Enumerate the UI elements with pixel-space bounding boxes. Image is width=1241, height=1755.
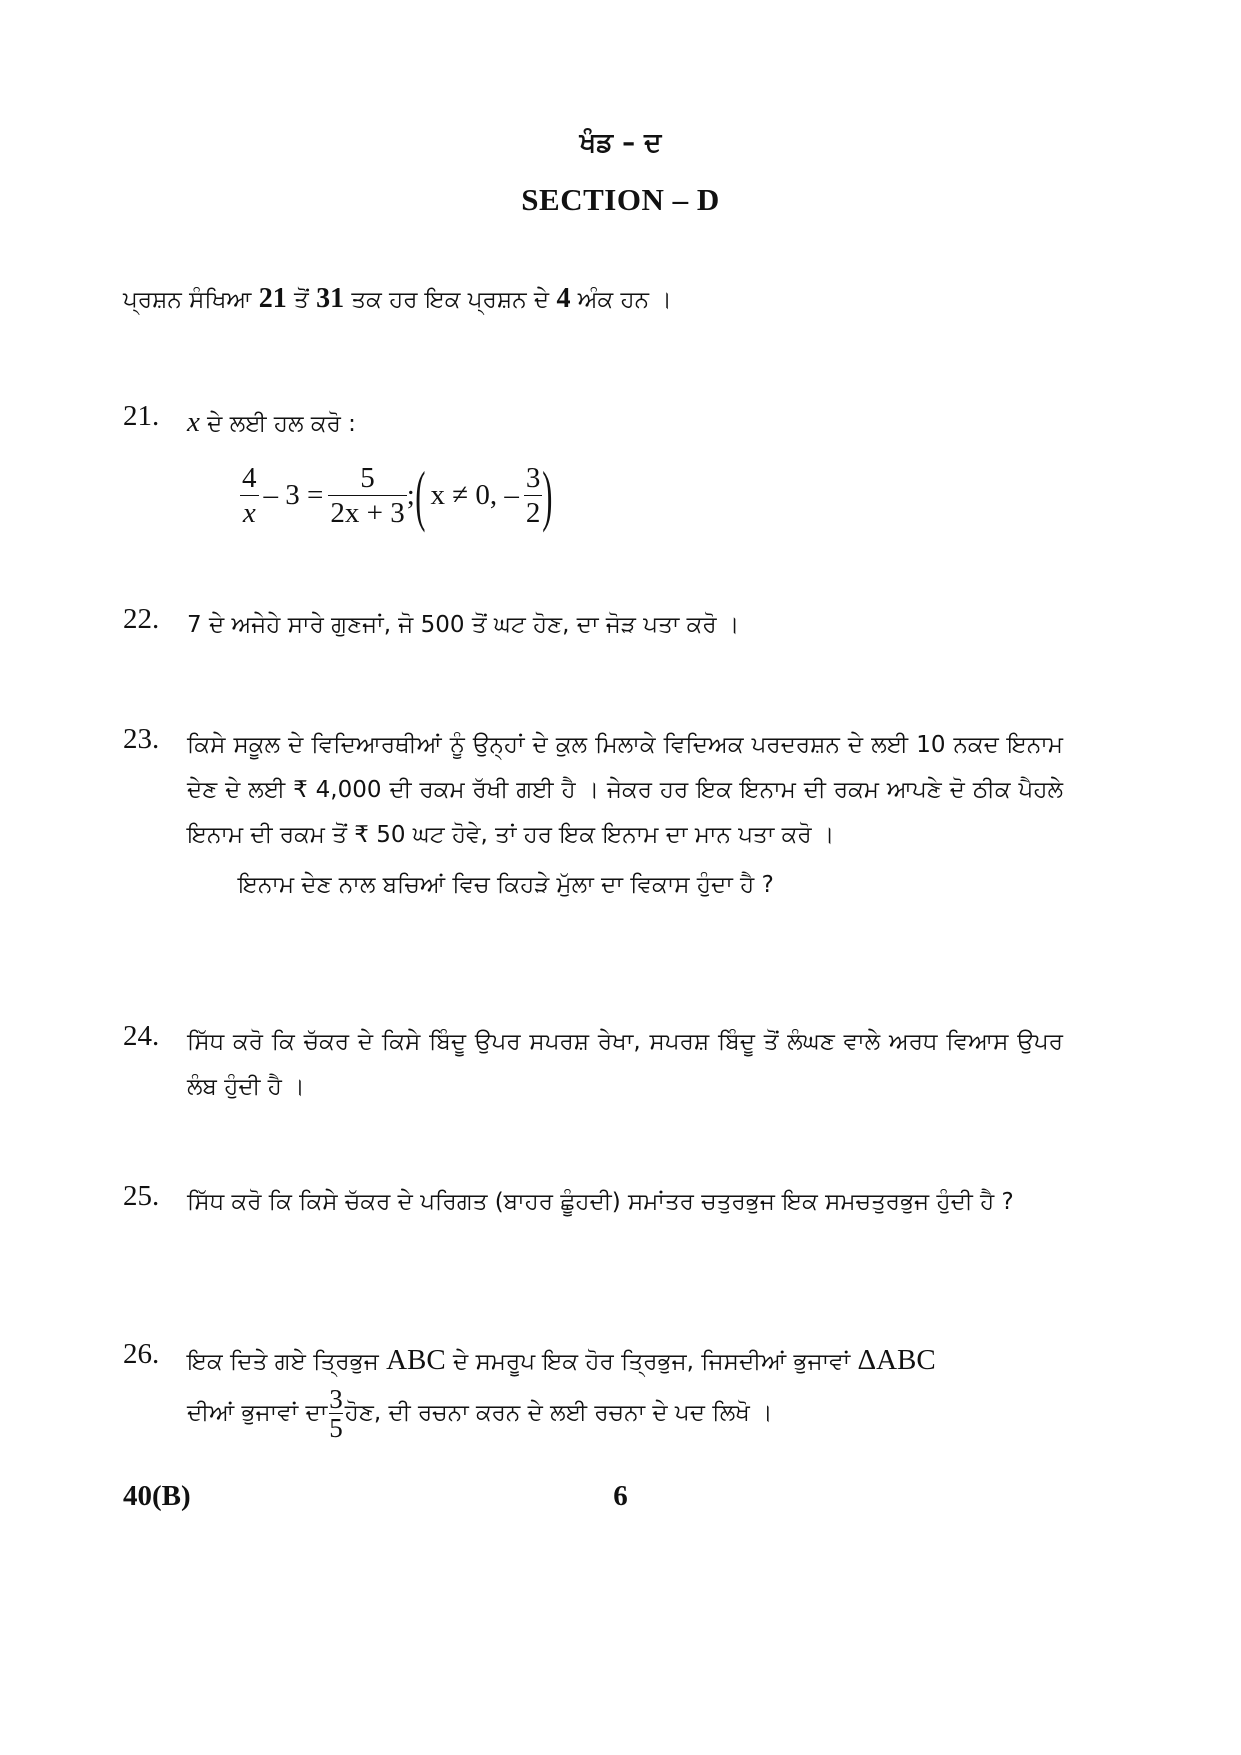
question-text: ਸਿੱਧ ਕਰੋ ਕਿ ਚੱਕਰ ਦੇ ਕਿਸੇ ਬਿੰਦੂ ਉਪਰ ਸਪਰਸ਼ ਰੇਖਾ, ਸਪਰਸ਼ ਬਿੰਦੂ ਤੋਂ ਲੰਘਣ ਵਾਲੇ ਅਰਧ ਵਿਆਸ ਉਪਰ ਲੰਬ ਹੁੰਦੀ ਹੈ । <box>187 1029 1063 1100</box>
right-paren: ) <box>542 457 553 533</box>
section-title-english: SECTION – D <box>521 182 720 217</box>
fraction <box>524 461 543 530</box>
numerator: 4 <box>242 461 257 494</box>
question-24 <box>123 1020 1063 1110</box>
instruction-number: 21 <box>258 283 287 314</box>
numerator: 3 <box>329 1384 343 1414</box>
section-title-punjabi: ਖੰਡ – ਦ <box>579 128 662 158</box>
page-number: 6 <box>613 1480 628 1512</box>
question-text-part: ਦੇ ਲਈ ਹਲ ਕਰੋ : <box>199 411 356 437</box>
paper-code: 40(B) <box>123 1480 191 1512</box>
question-text: ਸਿੱਧ ਕਰੋ ਕਿ ਕਿਸੇ ਚੱਕਰ ਦੇ ਪਰਿਗਤ (ਬਾਹਰ ਛੂੰਹਦੀ) ਸਮਾਂਤਰ ਚਤੁਰਭੁਜ ਇਕ ਸਮਚਤੁਰਭੁਜ ਹੁੰਦੀ ਹੈ ? <box>187 1189 1014 1215</box>
question-number: 26. <box>123 1338 160 1370</box>
triangle-label: ΔABC <box>857 1344 936 1376</box>
section-instruction <box>123 283 1123 315</box>
question-number: 23. <box>123 723 160 755</box>
question-text-part: ਹੋਣ, ਦੀ ਰਚਨਾ ਕਰਨ ਦੇ ਲਈ ਰਚਨਾ ਦੇ ਪਦ ਲਿਖੋ । <box>344 1400 773 1426</box>
question-text <box>187 400 1063 447</box>
equation-term: – 3 = <box>263 478 324 511</box>
question-text: ਕਿਸੇ ਸਕੂਲ ਦੇ ਵਿਦਿਆਰਥੀਆਂ ਨੂੰ ਉਨ੍ਹਾਂ ਦੇ ਕੁਲ ਮਿਲਾਕੇ ਵਿਦਿਅਕ ਪਰਦਰਸ਼ਨ ਦੇ ਲਈ 10 ਨਕਦ ਇਨਾਮ ਦੇਣ ਦੇ ਲਈ ₹ 4,000 ਦੀ ਰਕਮ ਰੱਖੀ ਗਈ ਹੈ । ਜੇਕਰ ਹਰ ਇਕ ਇਨਾਮ ਦੀ ਰਕਮ ਆਪਣੇ ਦੋ ਠੀਕ ਪੈਹਲੇ ਇਨਾਮ ਦੀ ਰਕਮ ਤੋਂ ₹ 50 ਘਟ ਹੋਵੇ, ਤਾਂ ਹਰ ਇਕ ਇਨਾਮ ਦਾ ਮਾਨ ਪਤਾ ਕਰੋ । <box>187 732 1063 848</box>
question-26 <box>123 1338 1063 1442</box>
denominator: 5 <box>329 1413 343 1443</box>
question-number: 21. <box>123 400 160 432</box>
question-text-part: ਇਕ ਦਿਤੇ ਗਏ ਤ੍ਰਿਭੁਜ <box>187 1349 387 1375</box>
denominator: x <box>240 495 259 530</box>
instruction-number: 31 <box>316 283 345 314</box>
instruction-number: 4 <box>556 283 571 314</box>
fraction <box>328 461 406 530</box>
equation-term: ; <box>406 478 415 511</box>
triangle-label: ABC <box>386 1344 446 1376</box>
variable: x <box>187 406 200 438</box>
denominator: 2 <box>525 496 541 529</box>
question-number: 22. <box>123 603 160 635</box>
question-subpart: ਇਨਾਮ ਦੇਣ ਨਾਲ ਬਚਿਆਂ ਵਿਚ ਕਿਹੜੇ ਮੁੱਲਾ ਦਾ ਵਿਕਾਸ ਹੁੰਦਾ ਹੈ ? <box>238 872 774 898</box>
question-number: 25. <box>123 1180 160 1212</box>
question-text-part: ਦੀਆਂ ਭੁਜਾਵਾਂ ਦਾ <box>187 1400 328 1426</box>
instruction-text: ਤਕ ਹਰ ਇਕ ਪ੍ਰਸ਼ਨ ਦੇ <box>344 287 557 313</box>
equation-condition: x ≠ 0, – <box>430 478 519 511</box>
equation-21 <box>240 455 553 535</box>
numerator: 3 <box>525 461 541 494</box>
fraction <box>329 1385 343 1442</box>
question-23 <box>123 723 1063 898</box>
denominator: 2x + 3 <box>330 496 405 529</box>
instruction-text: ਪ੍ਰਸ਼ਨ ਸੰਖਿਆ <box>123 287 259 313</box>
question-25 <box>123 1180 1063 1225</box>
question-22 <box>123 603 1063 648</box>
question-text-part: ਦੇ ਸਮਰੂਪ ਇਕ ਹੋਰ ਤ੍ਰਿਭੁਜ, ਜਿਸਦੀਆਂ ਭੁਜਾਵਾਂ <box>445 1349 858 1375</box>
question-number: 24. <box>123 1020 160 1052</box>
left-paren: ( <box>415 457 426 533</box>
instruction-text: ਅੰਕ ਹਨ । <box>570 287 672 313</box>
question-text: 7 ਦੇ ਅਜੇਹੇ ਸਾਰੇ ਗੁਣਜਾਂ, ਜੋ 500 ਤੋਂ ਘਟ ਹੋਣ, ਦਾ ਜੋੜ ਪਤਾ ਕਰੋ । <box>187 612 740 638</box>
numerator: 5 <box>360 461 375 494</box>
question-text <box>187 1338 1063 1442</box>
instruction-text: ਤੋਂ <box>286 287 317 313</box>
fraction <box>240 461 259 530</box>
question-21 <box>123 400 1063 447</box>
